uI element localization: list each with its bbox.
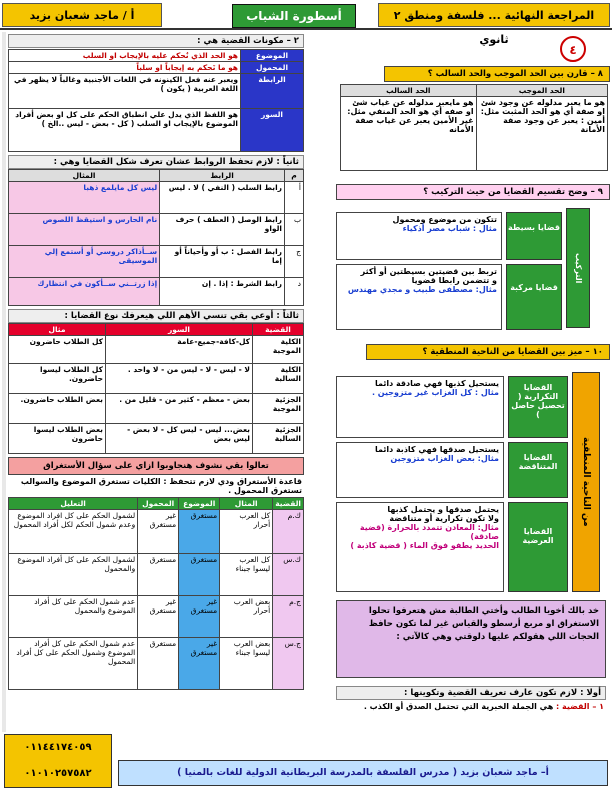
- links-title: ثانياً : لازم تحفظ الروابط عشان تعرف شكل القضايا وهي :: [8, 155, 304, 169]
- contradiction-line-1: يستحيل صدقها فهي كاذبة دائما: [374, 445, 499, 454]
- table-header-row: [9, 170, 304, 182]
- table-row: [9, 336, 304, 364]
- component-name: الرابطة: [241, 74, 304, 109]
- contingent-line-2: ولا تكون تكرارية أو متناقضة: [389, 514, 499, 523]
- page-number-badge: ٤: [560, 36, 586, 62]
- positive-term: هو ما يعبر مدلوله عن وجود شئ او صفة أي هو الحد المثبت مثل: أمين : يعبر عن وجود صفة الأمانة: [476, 97, 607, 171]
- cell-predicate: مستغرق: [138, 554, 179, 596]
- tautology-label: القضايا التكرارية ( تحصيل حاصل ): [508, 376, 568, 438]
- col-header: الموضوع: [179, 498, 220, 510]
- compound-line-1: تربط بين قضيتين بسيطتين أو أكثر: [360, 267, 497, 276]
- type-example: بعض الطلاب حاضرون.: [9, 394, 106, 424]
- link-example: نام الحارس و استيقظ اللصوص: [9, 214, 160, 246]
- q8-title-text: ٨ – قارن بين الحد الموجب والحد السالب ؟: [384, 66, 610, 82]
- simple-box: [336, 212, 502, 260]
- type-example: بعض الطلاب ليسوا حاضرون: [9, 424, 106, 454]
- table-row: [9, 246, 304, 278]
- type-quantifier: بعض - معظم - كثير من - قليل من .: [106, 394, 253, 424]
- contradiction-label: القضايا المتناقضة: [508, 442, 568, 498]
- cell-reason: عدم شمول الحكم على كل أفراد الموضوع والمحمول: [9, 596, 138, 638]
- component-name: الموضوع: [241, 50, 304, 62]
- istighraq-banner: تعالوا بقي نشوف هنجاوبوا ازاي على سؤال الأستغراق: [8, 457, 304, 475]
- first-title: أولا : لازم تكون عارف تعريف القضية وتكوينها :: [336, 686, 606, 700]
- contradiction-box: [336, 442, 504, 498]
- first-section: [336, 686, 606, 713]
- type-quantifier: لا - ليس - لا - ليس من - لا واحد .: [106, 364, 253, 394]
- table-header-row: [9, 324, 304, 336]
- cell-reason: لشمول الحكم على كل افراد الموضوع وعدم شمول الحكم لكل أفراد المحمول: [9, 510, 138, 554]
- link-example: إذا زرتــني ســأكون في انتظارك: [9, 278, 160, 306]
- cell-subject: مستغرق: [179, 554, 220, 596]
- definition-text: هي الجملة الخبرية التي تحتمل الصدق أو الكذب .: [363, 702, 554, 711]
- cell-predicate: مستغرق: [138, 638, 179, 690]
- table-row: [9, 182, 304, 214]
- col-header: القضية: [273, 498, 304, 510]
- type-example: كل الطلاب حاضرون: [9, 336, 106, 364]
- table-row: [9, 62, 304, 74]
- link-name: رابط الوصل ( العطف ) حرف الواو: [160, 214, 285, 246]
- table-row: [341, 97, 608, 171]
- contingent-box: [336, 502, 504, 592]
- pos-neg-table-wrap: [340, 84, 608, 171]
- simple-label: قضايا بسيطة: [506, 212, 562, 260]
- component-desc: ويعبر عنه فعل الكينونه في اللغات الأجنبية وغالباً لا يظهر في اللغة العربية ( يكون ): [9, 74, 241, 109]
- contingent-example-2: الحديد يطفو فوق الماء ( قضية كاذبة ): [350, 541, 499, 550]
- table-row: [9, 424, 304, 454]
- legend-title-banner: أسطورة الشباب: [232, 4, 356, 28]
- table-row: [9, 109, 304, 152]
- links-table: [8, 169, 304, 306]
- simple-line-1: تتكون من موضوع ومحمول: [392, 215, 497, 224]
- component-desc: هو الحد الذي نُحكم عليه بالإيجاب او السلب: [9, 50, 241, 62]
- simple-example: مثال : شباب مصر أذكياء: [402, 224, 497, 233]
- table-row: [9, 510, 304, 554]
- link-index: د: [285, 278, 304, 306]
- table-row: [9, 638, 304, 690]
- components-title: ٢ – مكونات القضية هي :: [8, 34, 304, 48]
- table-row: [9, 596, 304, 638]
- istighraq-table: [8, 497, 304, 690]
- link-index: ب: [285, 214, 304, 246]
- contingent-example-1: مثال: المعادن تتمدد بالحرارة (قضية صادقة): [359, 523, 499, 541]
- contingent-label: القضايا العرضية: [508, 502, 568, 592]
- tautology-line-1: يستحيل كذبها فهي صادقة دائما: [374, 379, 499, 388]
- q10-title-text: ١٠ – ميز بين القضايا من الناحية المنطقية ؟: [366, 344, 610, 360]
- type-name: الكلية الموجبة: [253, 336, 304, 364]
- pos-neg-table: [340, 84, 608, 171]
- note-box: خد بالك أخويا الطالب وأختي الطالبة مش هتعرفوا تحلوا الاستغراق او مربع أرسطو والقياس غير لما تكون حافظ الحجات اللي هقولكم عليها دلوقتي وهي كالآتي :: [336, 600, 606, 678]
- type-quantifier: كل-كافة-جميع-عامة: [106, 336, 253, 364]
- col-header: الحد الموجب: [476, 85, 607, 97]
- contingent-line-1: يحتمل صدقها و يحتمل كذبها: [387, 505, 499, 514]
- cell-example: بعض العرب ليسوا جبناء: [220, 638, 273, 690]
- link-index: أ: [285, 182, 304, 214]
- review-title-banner: المراجعة النهائية ... فلسفة ومنطق ٢ ثانوي: [378, 3, 610, 27]
- col-header: الرابط: [160, 170, 285, 182]
- col-header: المثال: [220, 498, 273, 510]
- logic-label: من الناحية المنطقية: [572, 372, 600, 592]
- istighraq-rule: قاعدة الأستغراق ودي لازم تتحفظ : الكليات تستغرق الموضوع والسوالب تستغرق المحمول .: [20, 477, 302, 495]
- cell-reason: عدم شمول الحكم على كل أفراد الموضوع وشمول الحكم على كل أفراد المحمول: [9, 638, 138, 690]
- col-header: المثال: [9, 170, 160, 182]
- proposition-types-table: [8, 323, 304, 454]
- cell-example: بعض العرب أحرار: [220, 596, 273, 638]
- definition-label: ١ – القضية :: [556, 702, 604, 711]
- col-header: مثال: [9, 324, 106, 336]
- contradiction-example: مثال: بعض الغزاب متزوجين: [390, 454, 499, 463]
- q9-title: [336, 184, 610, 200]
- phone-2: ٠١٠١٠٢٥٧٥٨٢: [24, 768, 92, 779]
- col-header: م: [285, 170, 304, 182]
- col-header: التعليل: [9, 498, 138, 510]
- left-margin-bar: [2, 32, 6, 732]
- table-row: [9, 214, 304, 246]
- phone-1: ٠١١٤٤١٧٤٠٥٩: [24, 742, 92, 753]
- cell-subject: غير مستغرق: [179, 596, 220, 638]
- proposition-definition: [336, 700, 606, 713]
- phone-box: [4, 734, 112, 788]
- table-row: [9, 394, 304, 424]
- cell-q: ج.م: [273, 596, 304, 638]
- cell-predicate: غير مستغرق: [138, 596, 179, 638]
- link-name: رابط الشرط : إذا . إن: [160, 278, 285, 306]
- compound-line-2: و تتضمن رابطا قضويا: [411, 276, 497, 285]
- cell-q: ج.س: [273, 638, 304, 690]
- component-name: المحمول: [241, 62, 304, 74]
- table-row: [9, 278, 304, 306]
- tautology-box: [336, 376, 504, 438]
- cell-subject: مستغرق: [179, 510, 220, 554]
- q10-title: [366, 344, 610, 360]
- component-desc: هو ما نَحكم به إيجاباً او سلباً: [9, 62, 241, 74]
- col-header: القضية: [253, 324, 304, 336]
- table-row: [9, 50, 304, 62]
- table-header-row: [9, 498, 304, 510]
- table-row: [9, 74, 304, 109]
- type-example: كل الطلاب ليسوا حاضرون.: [9, 364, 106, 394]
- compound-example: مثال: مصطفى طبيب و مجدي مهندس: [347, 285, 497, 294]
- type-name: الكلية السالبة: [253, 364, 304, 394]
- cell-example: كل العرب أحرار: [220, 510, 273, 554]
- link-example: ســأذاكر دروسي أو أستمع إلي الموسيقى: [9, 246, 160, 278]
- q8-title: [384, 66, 610, 82]
- link-index: ج: [285, 246, 304, 278]
- structure-label: التركيب: [566, 208, 590, 328]
- cell-example: كل العرب ليسوا جبناء: [220, 554, 273, 596]
- cell-subject: غير مستغرق: [179, 638, 220, 690]
- compound-label: قضايا مركبة: [506, 264, 562, 330]
- cell-predicate: غير مستغرق: [138, 510, 179, 554]
- components-table: [8, 49, 304, 152]
- cell-reason: لشمول الحكم على كل أفراد الموضوع والمحمول: [9, 554, 138, 596]
- teacher-name-banner: أ / ماجد شعبان بزيد: [2, 3, 162, 27]
- table-header-row: [341, 85, 608, 97]
- col-header: المحمول: [138, 498, 179, 510]
- component-desc: هو اللفظ الذي يدل علي انطباق الحكم على كل او بعض أفراد الموضوع بالإيجاب او السلب ( كل - بعض - ليس ..الخ ): [9, 109, 241, 152]
- cell-q: ك.س: [273, 554, 304, 596]
- type-name: الجزئية السالبة: [253, 424, 304, 454]
- col-header: الحد السالب: [341, 85, 477, 97]
- link-name: رابط الفصل : ب أو وأحياناً أو إما: [160, 246, 285, 278]
- left-column: [8, 34, 304, 690]
- q9-title-text: ٩ – وضح تقسيم القضايا من حيث التركيب ؟: [336, 184, 610, 200]
- component-name: السور: [241, 109, 304, 152]
- table-row: [9, 364, 304, 394]
- tautology-example: مثال : كل الغزاب غير متزوجين .: [371, 388, 499, 397]
- table-row: [9, 554, 304, 596]
- compound-box: [336, 264, 502, 330]
- cell-q: ك.م: [273, 510, 304, 554]
- footer-credit: أ– ماجد شعبان بزيد ( مدرس الفلسفة بالمدرسة البريطانية الدولية للغات بالمنيا ): [118, 760, 608, 786]
- type-quantifier: بعض... ليس - ليس كل - لا بعض - ليس بعض: [106, 424, 253, 454]
- link-example: ليس كل مايلمع ذهبا: [9, 182, 160, 214]
- col-header: السور: [106, 324, 253, 336]
- link-name: رابط السلب ( النفي ) لا . ليس: [160, 182, 285, 214]
- type-name: الجزئية الموجبة: [253, 394, 304, 424]
- types-title: ثالثاً : أوعي بقي تنسي الأهم اللي هيعرفك نوع القضايا :: [8, 309, 304, 323]
- negative-term: هو مايعبر مدلوله عن غياب شئ او صفه أي هو الحد المنفي مثل: غير الأمين يعبر عن غياب صفة الأمانه: [341, 97, 477, 171]
